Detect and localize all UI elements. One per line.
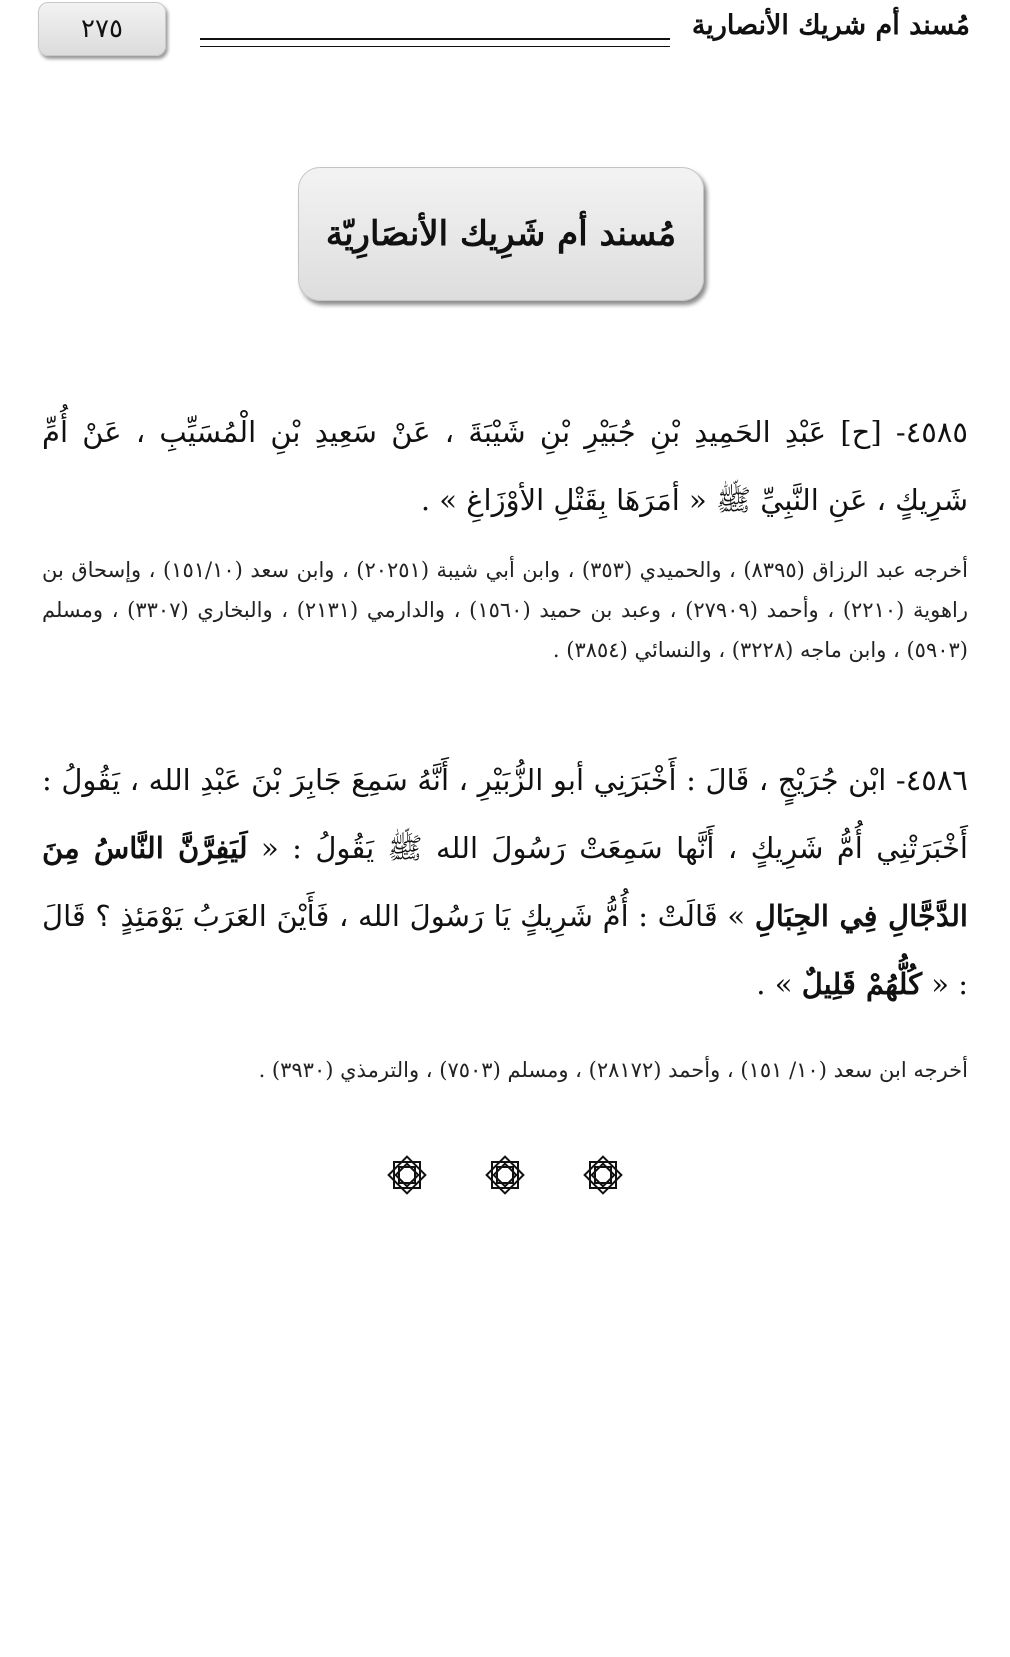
hadith-end: » . <box>756 967 793 1001</box>
hadith-4585: ٤٥٨٥- [ح] عَبْدِ الحَمِيدِ بْنِ جُبَيْرِ بْنِ شَيْبَةَ ، عَنْ سَعِيدِ بْنِ الْمُسَيِّبِ ، عَنْ أُمِّ شَرِيكٍ ، عَنِ النَّبِيِّ ﷺ « أمَرَهَا بِقَتْلِ الأوْزَاغِ » . <box>42 415 968 517</box>
takhrij-4585: أخرجه عبد الرزاق (٨٣٩٥) ، والحميدي (٣٥٣) ، وابن أبي شيبة (٢٠٢٥١) ، وابن سعد (١٥١/١٠) ، وإسحاق بن راهوية (٢٢١٠) ، وأحمد (٢٧٩٠٩) ، وعبد بن حميد (١٥٦٠) ، والدارمي (٢١٣١) ، والبخاري (٣٣٠٧) ، ومسلم (٥٩٠٣) ، وابن ماجه (٣٢٢٨) ، والنسائي (٣٨٥٤) . <box>42 558 969 662</box>
hadith-4586 <box>42 746 968 1018</box>
star-ornament-icon <box>385 1153 429 1197</box>
hadith-middle: » قَالَتْ : أُمُّ شَرِيكٍ يَا رَسُولَ الله ، فَأَيْنَ العَرَبُ يَوْمَئِذٍ ؟ قَالَ : « <box>42 899 968 1001</box>
star-ornament-icon <box>581 1153 625 1197</box>
section-end-ornaments <box>385 1150 625 1200</box>
running-title: مُسند أم شريك الأنصارية <box>691 10 970 41</box>
hadith-quote-1: لَيَفِرَّنَّ النَّاسُ مِنَ الدَّجَّالِ فِي الجِبَالِ <box>42 831 968 933</box>
star-ornament-icon <box>483 1153 527 1197</box>
takhrij-4586: أخرجه ابن سعد (١٠/ ١٥١) ، وأحمد (٢٨١٧٢) ، ومسلم (٧٥٠٣) ، والترمذي (٣٩٣٠) . <box>258 1058 968 1082</box>
section-title: مُسند أم شَرِيك الأنصَارِيّة <box>325 214 677 254</box>
hadith-intro: ٤٥٨٦- ابْن جُرَيْجٍ ، قَالَ : أَخْبَرَنِي أبو الزُّبَيْرِ ، أَنَّهُ سَمِعَ جَابِرَ بْنَ عَبْدِ الله ، يَقُولُ : أَخْبَرَتْنِي أُمُّ شَرِيكٍ ، أَنَّها سَمِعَتْ رَسُولَ الله ﷺ يَقُولُ : « <box>42 763 968 865</box>
header-rule <box>200 38 670 47</box>
hadith-quote-2: كُلُّهُمْ قَلِيلٌ <box>801 967 923 1001</box>
section-title-box <box>298 167 704 301</box>
page-header <box>0 0 1010 70</box>
page-number: ٢٧٥ <box>38 2 166 56</box>
